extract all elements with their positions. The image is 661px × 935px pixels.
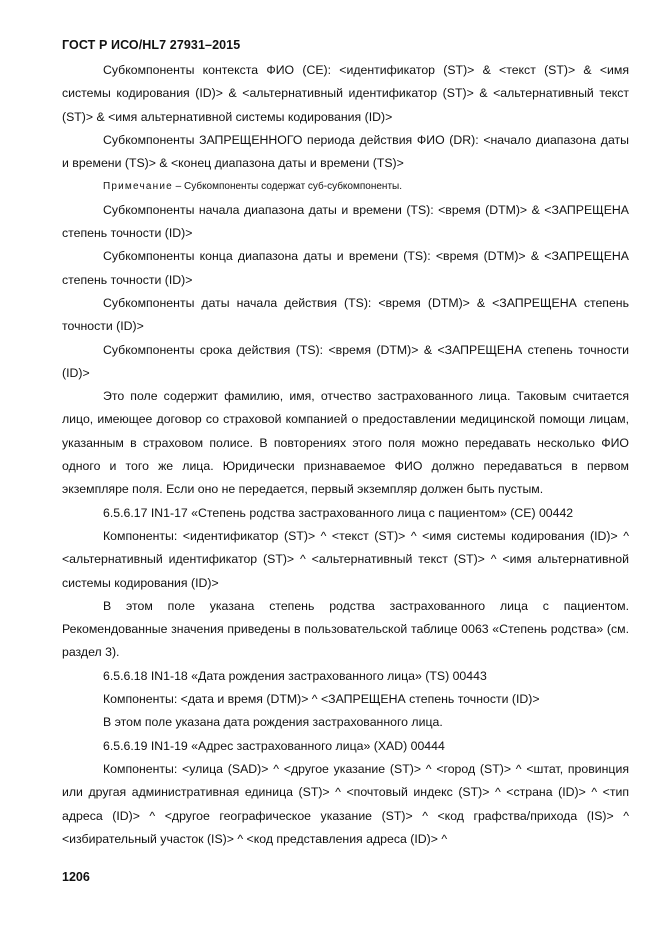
document-header: ГОСТ Р ИСО/HL7 27931–2015 xyxy=(62,38,241,52)
paragraph: Субкомпоненты ЗАПРЕЩЕННОГО периода действия ФИО (DR): <начало диапазона даты и времени (TS)> & <конец диапазона даты и времени (TS)> xyxy=(62,132,629,171)
page-number: 1206 xyxy=(62,870,90,884)
note xyxy=(62,175,629,198)
paragraph: Компоненты: <дата и время (DTM)> ^ <ЗАПРЕЩЕНА степень точности (ID)> xyxy=(103,692,540,707)
document-body xyxy=(62,59,629,851)
paragraph: Субкомпоненты начала диапазона даты и времени (TS): <время (DTM)> & <ЗАПРЕЩЕНА степень точности (ID)> xyxy=(62,202,629,241)
note-text: – Субкомпоненты содержат суб-субкомпоненты. xyxy=(172,181,402,193)
section-heading: 6.5.6.17 IN1-17 «Степень родства застрахованного лица с пациентом» (CE) 00442 xyxy=(103,505,574,520)
paragraph: Субкомпоненты контекста ФИО (CE): <идентификатор (ST)> & <текст (ST)> & <имя системы кодирования (ID)> & <альтернативный идентификатор (ST)> & <альтернативный текст (ST)> & <имя альтернативной системы кодирования (ID)> xyxy=(62,63,629,124)
note-label: Примечание xyxy=(103,181,173,193)
section-heading: 6.5.6.18 IN1-18 «Дата рождения застрахованного лица» (TS) 00443 xyxy=(103,668,487,683)
paragraph: В этом поле указана дата рождения застрахованного лица. xyxy=(103,715,443,730)
paragraph: Компоненты: <улица (SAD)> ^ <другое указание (ST)> ^ <город (ST)> ^ <штат, провинция или другая административная единица (ST)> ^ <почтовый индекс (ST)> ^ <страна (ID)> ^ <тип адреса (ID)> ^ <другое географическое указание (ST)> ^ <код графства/прихода (IS)> ^ <избирательный участок (IS)> ^ <код представления адреса (ID)> ^ xyxy=(62,761,629,846)
section-heading: 6.5.6.19 IN1-19 «Адрес застрахованного лица» (XAD) 00444 xyxy=(103,738,445,753)
paragraph: В этом поле указана степень родства застрахованного лица с пациентом. Рекомендованные значения приведены в пользовательской таблице 0063 «Степень родства» (см. раздел 3). xyxy=(62,598,629,660)
paragraph: Субкомпоненты даты начала действия (TS): <время (DTM)> & <ЗАПРЕЩЕНА степень точности (ID)> xyxy=(62,295,629,334)
paragraph: Это поле содержит фамилию, имя, отчество застрахованного лица. Таковым считается лицо, имеющее договор со страховой компанией о предоставлении медицинской помощи лицам, указанным в страховом полисе. В повторениях этого поля можно передавать несколько ФИО одного и того же лица. Юридически признаваемое ФИО должно передаваться в первом экземпляре поля. Если оно не передается, первый экземпляр должен быть пустым. xyxy=(62,389,629,497)
paragraph: Субкомпоненты конца диапазона даты и времени (TS): <время (DTM)> & <ЗАПРЕЩЕНА степень точности (ID)> xyxy=(62,249,629,287)
paragraph: Компоненты: <идентификатор (ST)> ^ <текст (ST)> ^ <имя системы кодирования (ID)> ^ <альтернативный идентификатор (ST)> ^ <альтернативный текст (ST)> ^ <имя альтернативной системы кодирования (ID)> xyxy=(62,528,629,590)
paragraph: Субкомпоненты срока действия (TS): <время (DTM)> & <ЗАПРЕЩЕНА степень точности (ID)> xyxy=(62,342,629,380)
